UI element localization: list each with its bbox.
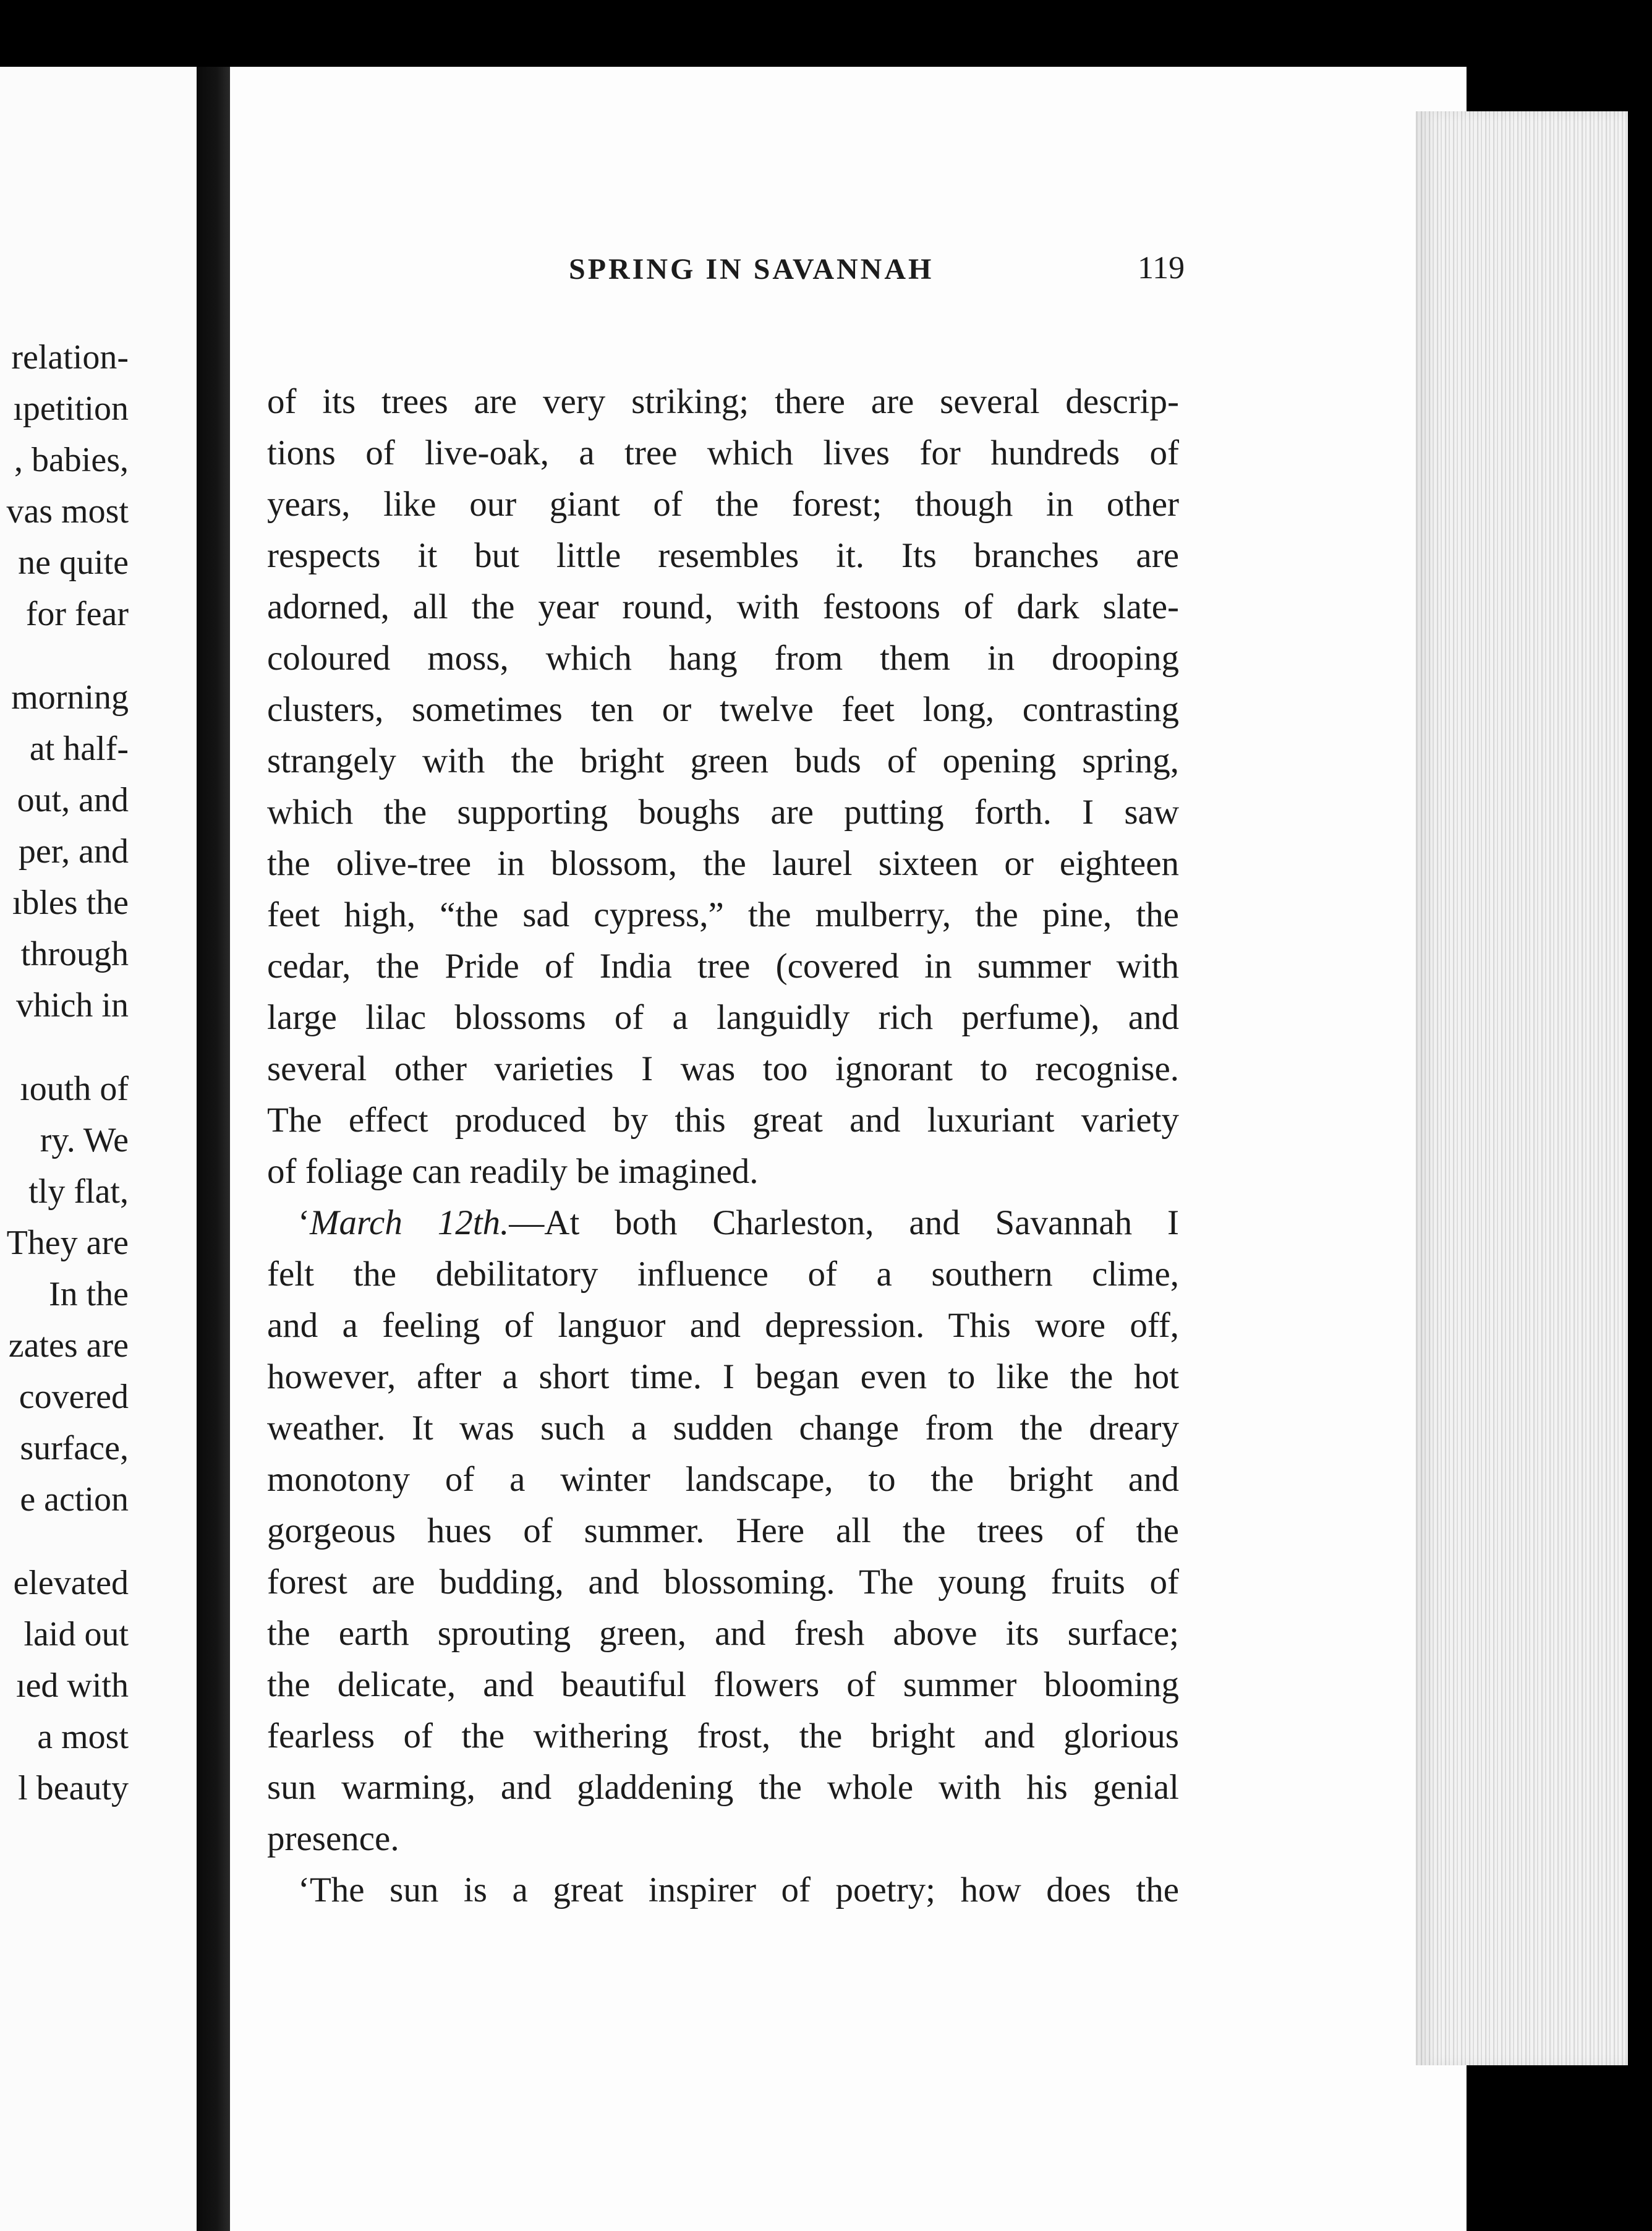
book-gutter bbox=[197, 67, 230, 2231]
date-heading: March 12th. bbox=[309, 1203, 509, 1242]
text-line: which the supporting boughs are putting forth. I saw bbox=[267, 793, 1179, 832]
paragraph-2 bbox=[267, 1248, 1179, 1864]
text-line: sun warming, and gladdening the whole with his genial bbox=[267, 1768, 1179, 1807]
previous-page-line: vas most bbox=[6, 492, 129, 531]
text-line: the delicate, and beautiful flowers of summer blooming bbox=[267, 1665, 1179, 1704]
text-line: coloured moss, which hang from them in drooping bbox=[267, 639, 1179, 678]
text-line: weather. It was such a sudden change from the dreary bbox=[267, 1409, 1179, 1448]
running-title: SPRING IN SAVANNAH bbox=[569, 253, 934, 286]
page-number: 119 bbox=[1138, 250, 1185, 286]
text-line: adorned, all the year round, with festoons of dark slate- bbox=[267, 587, 1179, 626]
text-line: strangely with the bright green buds of opening spring, bbox=[267, 741, 1179, 780]
paragraph-1 bbox=[267, 376, 1179, 1197]
body-text bbox=[267, 376, 1179, 1916]
text-line: of its trees are very striking; there are several descrip- bbox=[267, 382, 1179, 421]
previous-page-line: l beauty bbox=[18, 1769, 129, 1807]
text-line: feet high, “the sad cypress,” the mulberry, the pine, the bbox=[267, 895, 1179, 934]
line-text: —At both Charleston, and Savannah I bbox=[509, 1203, 1179, 1242]
text-line: of foliage can readily be imagined. bbox=[267, 1152, 759, 1191]
previous-page-line: zates are bbox=[8, 1326, 129, 1365]
previous-page-line: e action bbox=[20, 1480, 129, 1519]
previous-page-line: ıed with bbox=[16, 1666, 129, 1705]
previous-page-line: , babies, bbox=[14, 441, 129, 479]
text-line: years, like our giant of the forest; though in other bbox=[267, 485, 1179, 524]
text-line bbox=[267, 1197, 1179, 1248]
previous-page-line: laid out bbox=[23, 1615, 129, 1653]
text-line: monotony of a winter landscape, to the bright and bbox=[267, 1460, 1179, 1499]
previous-page-line: elevated bbox=[13, 1564, 129, 1602]
page-stack-edge bbox=[1416, 111, 1628, 2065]
text-line: cedar, the Pride of India tree (covered in summer with bbox=[267, 947, 1179, 986]
previous-page-fragment bbox=[0, 67, 197, 2231]
previous-page-line: for fear bbox=[25, 595, 129, 633]
previous-page-line: at half- bbox=[29, 730, 129, 768]
previous-page-line: relation- bbox=[11, 338, 129, 377]
previous-page-line: ıouth of bbox=[20, 1070, 129, 1108]
quote-mark: ‘ bbox=[298, 1203, 310, 1242]
text-line: The effect produced by this great and luxuriant variety bbox=[267, 1101, 1179, 1140]
text-line: the earth sprouting green, and fresh above its surface; bbox=[267, 1614, 1179, 1653]
text-line: presence. bbox=[267, 1819, 399, 1858]
text-line: gorgeous hues of summer. Here all the trees of the bbox=[267, 1511, 1179, 1550]
previous-page-line: per, and bbox=[18, 832, 129, 871]
text-line: ‘The sun is a great inspirer of poetry; how does the bbox=[298, 1871, 1179, 1909]
previous-page-line: They are bbox=[6, 1224, 129, 1262]
previous-page-line: ıbles the bbox=[12, 884, 129, 922]
previous-page-line: morning bbox=[11, 678, 129, 717]
text-line: clusters, sometimes ten or twelve feet long, contrasting bbox=[267, 690, 1179, 729]
text-line: several other varieties I was too ignorant to recognise. bbox=[267, 1049, 1179, 1088]
text-line: felt the debilitatory influence of a southern clime, bbox=[267, 1255, 1179, 1294]
text-line: tions of live-oak, a tree which lives for hundreds of bbox=[267, 433, 1179, 472]
previous-page-line: out, and bbox=[17, 781, 129, 819]
text-line: large lilac blossoms of a languidly rich perfume), and bbox=[267, 998, 1179, 1037]
previous-page-line: ry. We bbox=[40, 1121, 129, 1159]
previous-page-line: surface, bbox=[20, 1429, 129, 1467]
text-line: forest are budding, and blossoming. The young fruits of bbox=[267, 1563, 1179, 1602]
text-line: and a feeling of languor and depression. This wore off, bbox=[267, 1306, 1179, 1345]
text-line: however, after a short time. I began even to like the hot bbox=[267, 1357, 1179, 1396]
previous-page-line: a most bbox=[37, 1718, 129, 1756]
text-line: the olive-tree in blossom, the laurel sixteen or eighteen bbox=[267, 844, 1179, 883]
previous-page-line: tly flat, bbox=[28, 1172, 129, 1211]
previous-page-line: ıpetition bbox=[13, 390, 129, 428]
previous-page-line: In the bbox=[48, 1275, 129, 1313]
text-line: respects it but little resembles it. Its branches are bbox=[267, 536, 1179, 575]
previous-page-line: through bbox=[20, 935, 129, 973]
previous-page-line: vhich in bbox=[16, 986, 129, 1025]
previous-page-line: ne quite bbox=[18, 544, 129, 582]
text-line: fearless of the withering frost, the bright and glorious bbox=[267, 1717, 1179, 1755]
previous-page-line: covered bbox=[19, 1378, 129, 1416]
running-head bbox=[230, 252, 1467, 296]
book-page bbox=[230, 67, 1467, 2231]
